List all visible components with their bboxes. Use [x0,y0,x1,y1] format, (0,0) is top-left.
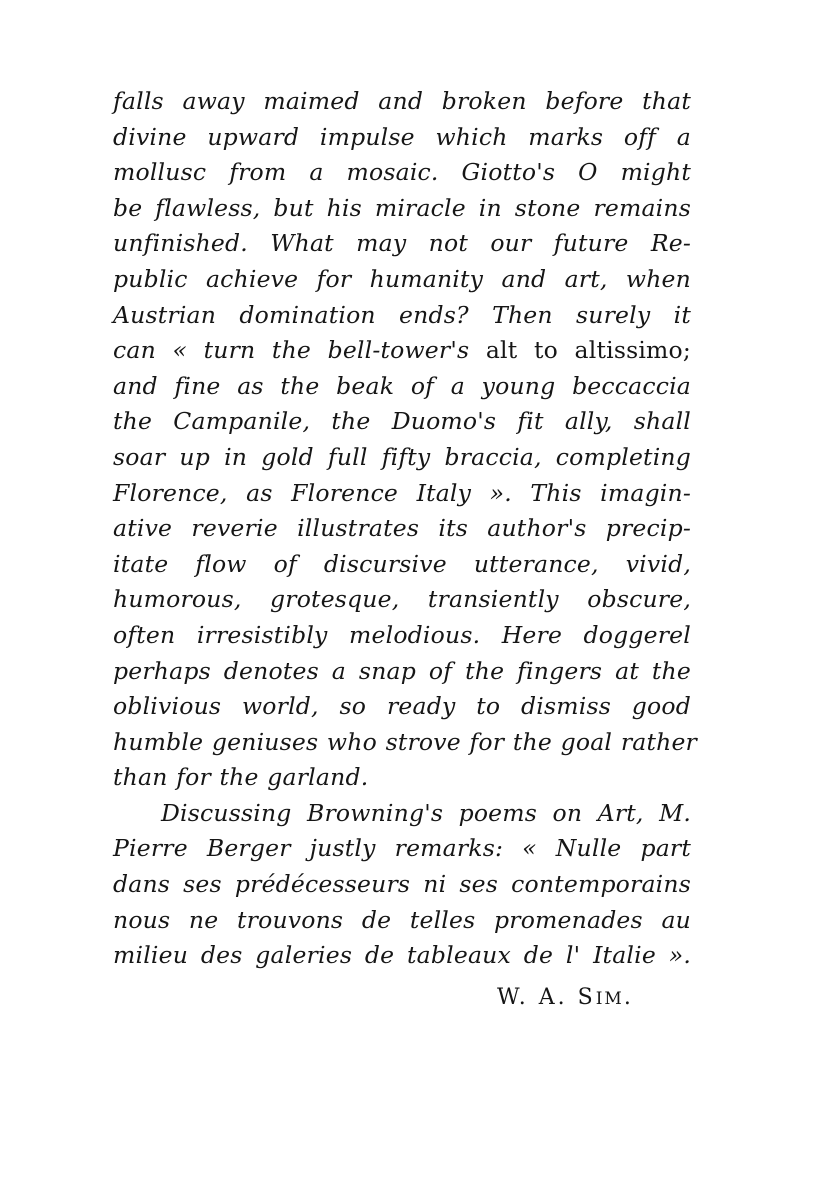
signature-small-caps: IM [595,989,624,1009]
text-line: oblivious world, so ready to dismiss good [113,692,691,721]
text-line: mollusc from a mosaic. Giotto's O might [113,158,691,187]
text-line: falls away maimed and broken before that [113,87,691,115]
text-line: Discussing Browning's poems on Art, M. [161,798,691,827]
text-line: humorous, grotesque, transiently obscure, [113,585,691,614]
author-signature [497,985,634,1010]
text-line: dans ses prédécesseurs ni ses contemporains [113,870,691,899]
text-line: milieu des galeries de tableaux de l' Italie ». [113,941,691,970]
text-line-mixed [113,333,691,369]
text-line: soar up in gold full fifty braccia, completing [113,442,691,471]
text-line: public achieve for humanity and art, when [113,264,691,293]
text-line: perhaps denotes a snap of the fingers at the [113,656,691,685]
text-line: nous ne trouvons de telles promenades au [113,905,691,934]
text-line: divine upward impulse which marks off a [113,122,691,151]
signature-period: . [623,985,634,1010]
roman-segment: alt to altissimo; [485,336,692,365]
text-line: Florence, as Florence Italy ». This imagin- [113,478,691,507]
body-text [113,84,697,974]
text-line: Pierre Berger justly remarks: « Nulle part [113,834,691,863]
text-line: humble geniuses who strove for the goal rather [113,727,697,756]
text-line: than for the garland. [113,763,369,792]
text-line: be flawless, but his miracle in stone remains [113,193,691,222]
text-line: the Campanile, the Duomo's fit ally, shall [113,407,691,436]
signature-initials: W. A. S [497,985,596,1010]
text-line: often irresistibly melodious. Here doggerel [113,620,691,649]
text-line: Austrian domination ends? Then surely it [113,300,691,329]
text-line: ative reverie illustrates its author's precip- [113,514,691,543]
text-line: itate flow of discursive utterance, vivid, [113,549,691,578]
italic-segment: can « turn the bell-tower's [113,336,486,365]
text-line: unfinished. What may not our future Re- [113,229,691,258]
text-line: and fine as the beak of a young beccaccia [113,371,691,400]
